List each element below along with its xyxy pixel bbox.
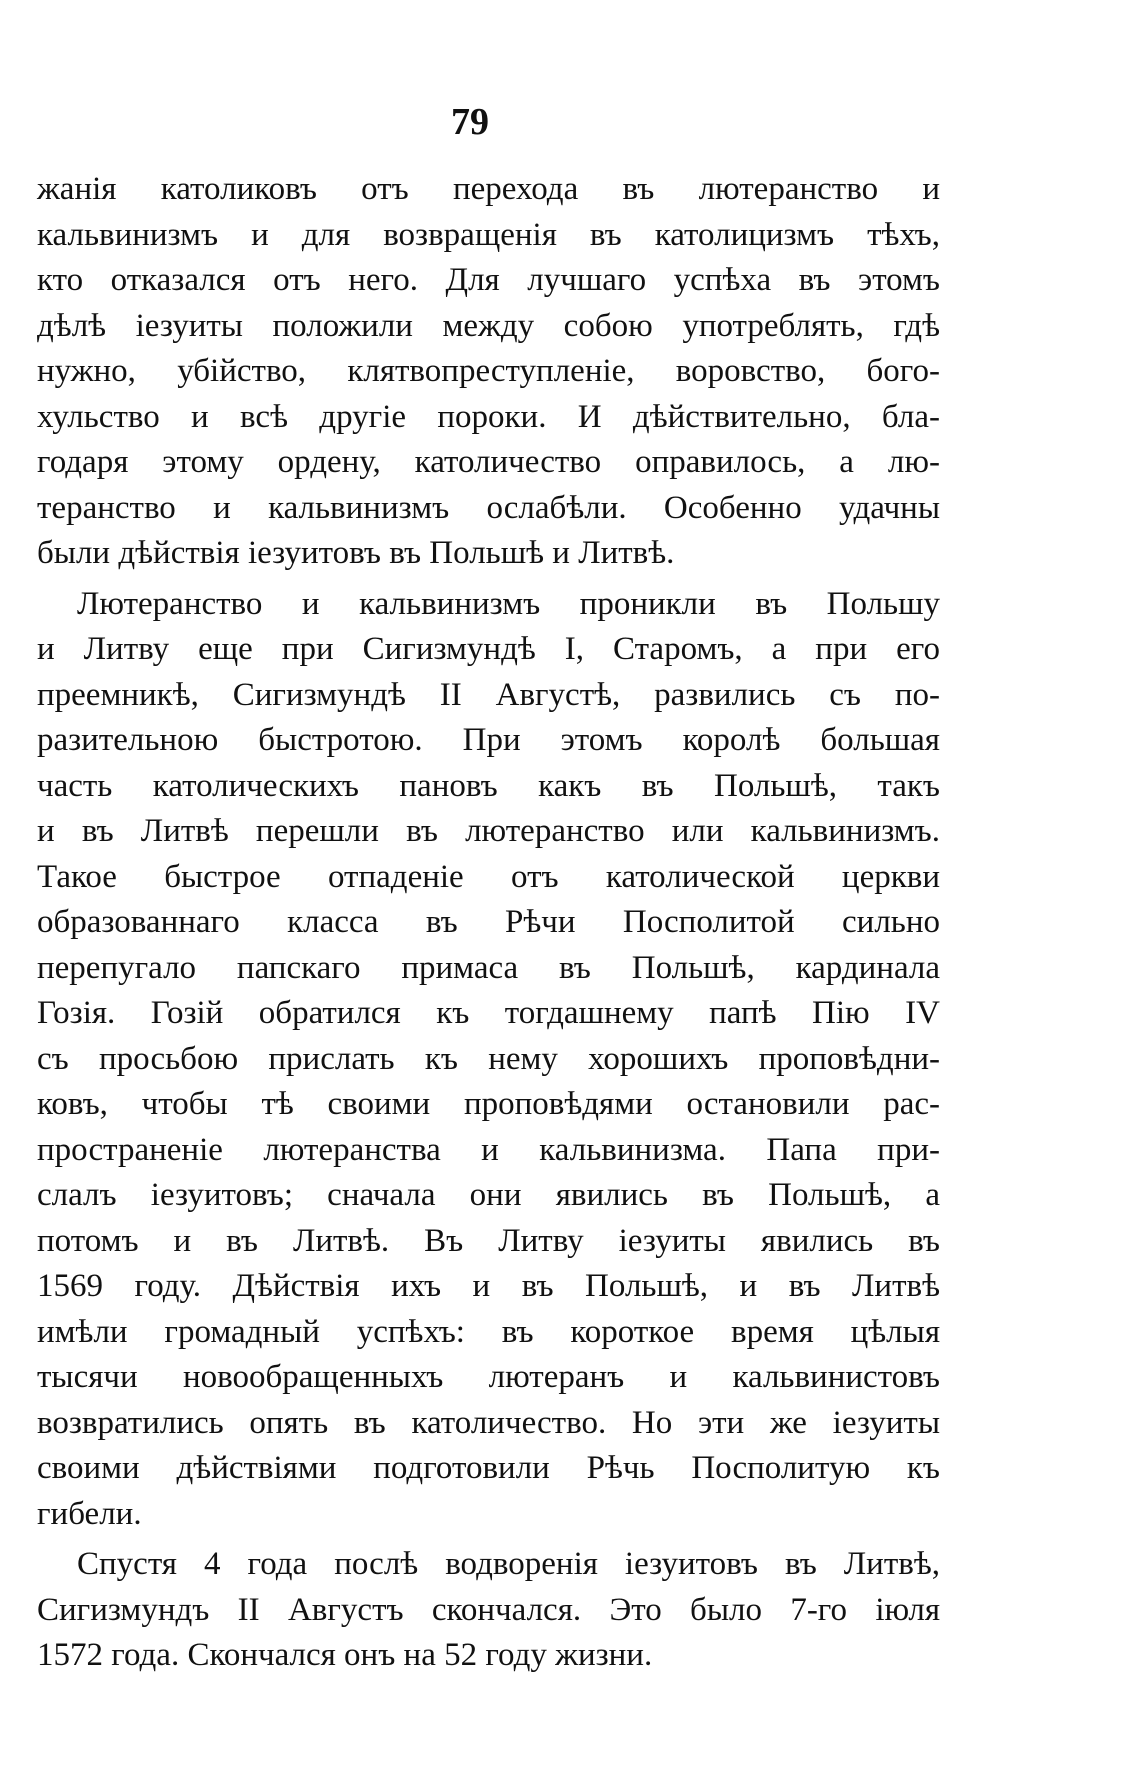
- text-line: разительною быстротою. При этомъ королѣ большая: [37, 722, 940, 758]
- text-line: хульство и всѣ другіе пороки. И дѣйствительно, бла-: [37, 398, 940, 435]
- text-line: образованнаго класса въ Рѣчи Посполитой сильно: [37, 904, 940, 940]
- text-line: потомъ и въ Литвѣ. Въ Литву іезуиты явились въ: [37, 1222, 940, 1259]
- text-line: слалъ іезуитовъ; сначала они явились въ Польшѣ, а: [37, 1177, 940, 1213]
- text-line: гибели.: [37, 1495, 142, 1532]
- text-line: перепугало папскаго примаса въ Польшѣ, кардинала: [37, 949, 940, 986]
- text-line: часть католическихъ пановъ какъ въ Польшѣ, такъ: [37, 767, 940, 804]
- text-line: и Литву еще при Сигизмундѣ I, Старомъ, а при его: [37, 631, 940, 667]
- text-line: кальвинизмъ и для возвращенія въ католицизмъ тѣхъ,: [37, 216, 940, 253]
- paragraph-1: [37, 167, 940, 577]
- text-line: теранство и кальвинизмъ ослабѣли. Особенно удачны: [37, 489, 940, 526]
- text-line: и въ Литвѣ перешли въ лютеранство или кальвинизмъ.: [37, 813, 940, 849]
- body-text: [37, 167, 940, 1679]
- text-line: Спустя 4 года послѣ водворенія іезуитовъ въ Литвѣ,: [77, 1546, 940, 1582]
- text-line: Такое быстрое отпаденіе отъ католической церкви: [37, 858, 940, 895]
- text-line: дѣлѣ іезуиты положили между собою употреблять, гдѣ: [37, 307, 940, 344]
- text-line: съ просьбою прислать къ нему хорошихъ проповѣдни-: [37, 1040, 940, 1077]
- text-line: Лютеранство и кальвинизмъ проникли въ Польшу: [77, 585, 940, 622]
- text-line: своими дѣйствіями подготовили Рѣчь Посполитую къ: [37, 1450, 940, 1486]
- text-line: тысячи новообращенныхъ лютеранъ и кальвинистовъ: [37, 1359, 940, 1395]
- text-line: ковъ, чтобы тѣ своими проповѣдями остановили рас-: [37, 1086, 940, 1122]
- text-line: 1569 году. Дѣйствія ихъ и въ Польшѣ, и въ Литвѣ: [37, 1268, 940, 1304]
- text-line: преемникѣ, Сигизмундѣ II Августѣ, развились съ по-: [37, 676, 940, 713]
- text-line: возвратились опять въ католичество. Но эти же іезуиты: [37, 1404, 940, 1441]
- text-line: нужно, убійство, клятвопреступленіе, воровство, бого-: [37, 353, 940, 389]
- page-number: 79: [451, 101, 489, 143]
- text-line: Гозія. Гозій обратился къ тогдашнему папѣ Пію IV: [37, 995, 940, 1031]
- text-line: имѣли громадный успѣхъ: въ короткое время цѣлыя: [37, 1313, 940, 1350]
- text-line: кто отказался отъ него. Для лучшаго успѣха въ этомъ: [37, 262, 940, 298]
- text-line: жанія католиковъ отъ перехода въ лютеранство и: [37, 171, 940, 207]
- text-line: были дѣйствія іезуитовъ въ Польшѣ и Литвѣ.: [37, 535, 675, 571]
- text-line: Сигизмундъ II Августъ скончался. Это было 7-го іюля: [37, 1591, 940, 1628]
- paragraph-3: [37, 1542, 940, 1679]
- text-line: пространеніе лютеранства и кальвинизма. Папа при-: [37, 1131, 940, 1168]
- text-line: годаря этому ордену, католичество оправилось, а лю-: [37, 444, 940, 480]
- paragraph-2: [37, 582, 940, 1538]
- text-line: 1572 года. Скончался онъ на 52 году жизни.: [37, 1637, 653, 1673]
